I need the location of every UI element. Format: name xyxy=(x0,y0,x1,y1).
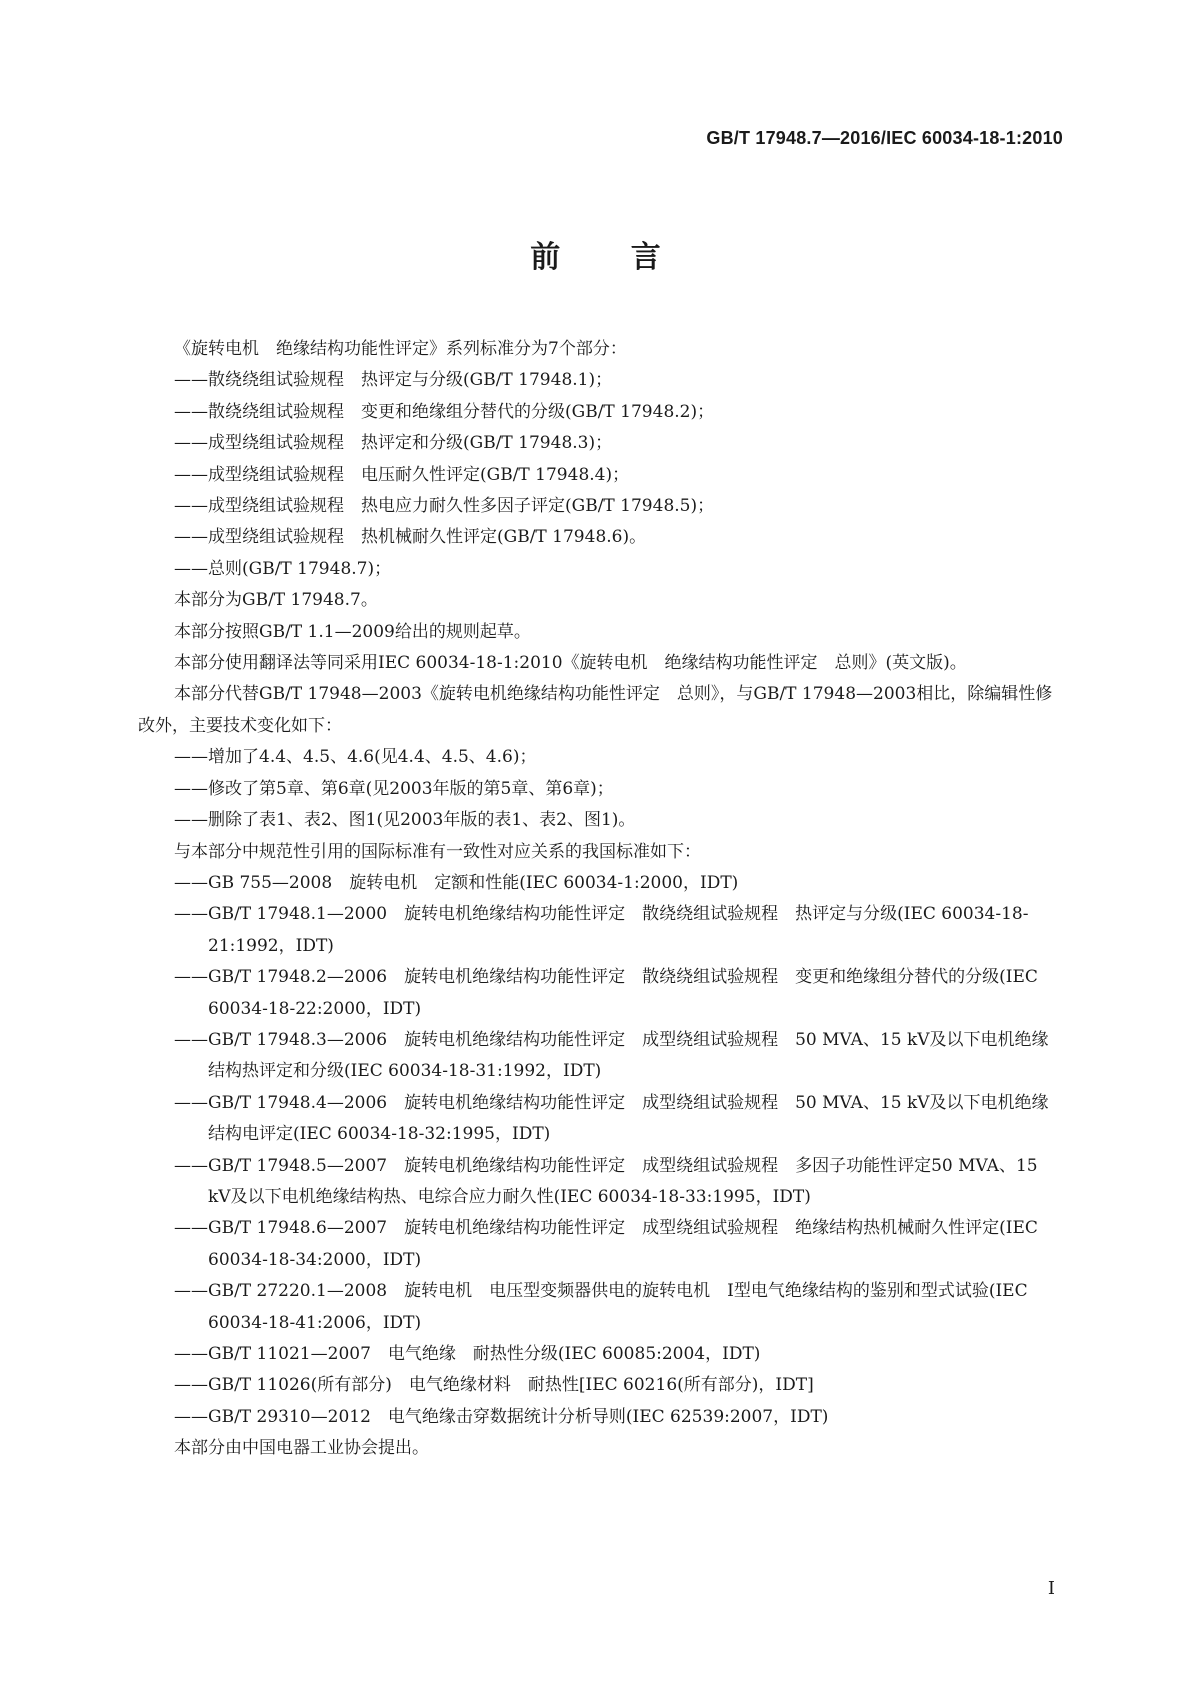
rules-paragraph: 本部分按照GB/T 1.1—2009给出的规则起草。 xyxy=(174,621,531,642)
list-dash: —— xyxy=(174,1375,208,1396)
intro-paragraph: 《旋转电机 绝缘结构功能性评定》系列标准分为7个部分： xyxy=(174,339,627,359)
reference-text: GB/T 17948.2—2006 旋转电机绝缘结构功能性评定 散绕绕组试验规程 变更和绝缘组分替代的分级(IEC 60034-18-22:2000，IDT) xyxy=(208,967,1038,1019)
reference-list-item xyxy=(138,1151,1056,1214)
foreword-body xyxy=(138,334,1056,1465)
change-list-item: ——增加了4.4、4.5、4.6(见4.4、4.5、4.6)； xyxy=(174,747,537,768)
reference-list-item xyxy=(138,1402,1056,1433)
part-list-item: ——成型绕组试验规程 热评定和分级(GB/T 17948.3)； xyxy=(174,433,613,454)
part-list-item: ——成型绕组试验规程 热电应力耐久性多因子评定(GB/T 17948.5)； xyxy=(174,496,715,517)
reference-list-item xyxy=(138,1339,1056,1370)
list-dash: —— xyxy=(174,967,208,988)
reference-text: GB/T 17948.4—2006 旋转电机绝缘结构功能性评定 成型绕组试验规程 50 MVA、15 kV及以下电机绝缘结构电评定(IEC 60034-18-32:1995，IDT) xyxy=(208,1092,1049,1145)
reference-text: GB/T 11021—2007 电气绝缘 耐热性分级(IEC 60085:2004，IDT) xyxy=(208,1344,761,1364)
change-list-item: ——修改了第5章、第6章(见2003年版的第5章、第6章)； xyxy=(174,778,614,799)
page-number: Ⅰ xyxy=(1047,1578,1055,1599)
reference-text: GB/T 29310—2012 电气绝缘击穿数据统计分析导则(IEC 62539:2007，IDT) xyxy=(208,1406,829,1427)
reference-text: GB/T 17948.1—2000 旋转电机绝缘结构功能性评定 散绕绕组试验规程 热评定与分级(IEC 60034-18-21:1992，IDT) xyxy=(208,904,1029,956)
part-list-item: ——成型绕组试验规程 电压耐久性评定(GB/T 17948.4)； xyxy=(174,464,630,485)
replacement-paragraph: 本部分代替GB/T 17948—2003《旋转电机绝缘结构功能性评定 总则》，与GB/T 17948—2003相比，除编辑性修改外，主要技术变化如下： xyxy=(138,684,1053,736)
change-list-item: ——删除了表1、表2、图1(见2003年版的表1、表2、图1)。 xyxy=(174,810,636,831)
list-dash: —— xyxy=(174,1029,208,1050)
part-list-item: ——散绕绕组试验规程 变更和绝缘组分替代的分级(GB/T 17948.2)； xyxy=(174,401,715,422)
list-dash: —— xyxy=(174,1344,208,1364)
translation-paragraph: 本部分使用翻译法等同采用IEC 60034-18-1:2010《旋转电机 绝缘结构功能性评定 总则》(英文版)。 xyxy=(174,653,967,674)
list-dash: —— xyxy=(174,1218,208,1239)
reference-text: GB/T 17948.3—2006 旋转电机绝缘结构功能性评定 成型绕组试验规程 50 MVA、15 kV及以下电机绝缘结构热评定和分级(IEC 60034-18-31:1992，IDT) xyxy=(208,1029,1049,1082)
part-list-item: ——散绕绕组试验规程 热评定与分级(GB/T 17948.1)； xyxy=(174,370,613,391)
reference-text: GB/T 11026(所有部分) 电气绝缘材料 耐热性[IEC 60216(所有部分)，IDT] xyxy=(208,1375,814,1396)
standard-number-header: GB/T 17948.7—2016/IEC 60034-18-1:2010 xyxy=(706,128,1063,148)
part-list-item: ——总则(GB/T 17948.7)； xyxy=(174,558,392,579)
reference-list-item xyxy=(138,1025,1056,1088)
list-dash: —— xyxy=(174,904,208,925)
part-list-item: ——成型绕组试验规程 热机械耐久性评定(GB/T 17948.6)。 xyxy=(174,527,647,548)
reference-list-item xyxy=(138,1370,1056,1401)
reference-text: GB 755—2008 旋转电机 定额和性能(IEC 60034-1:2000，IDT) xyxy=(208,872,739,893)
reference-text: GB/T 27220.1—2008 旋转电机 电压型变频器供电的旋转电机 Ⅰ型电气绝缘结构的鉴别和型式试验(IEC 60034-18-41:2006，IDT) xyxy=(208,1281,1028,1333)
reference-text: GB/T 17948.5—2007 旋转电机绝缘结构功能性评定 成型绕组试验规程 多因子功能性评定50 MVA、15 kV及以下电机绝缘结构热、电综合应力耐久性(IEC 60034-18-33:1995，IDT) xyxy=(208,1155,1038,1207)
reference-list-item xyxy=(138,1088,1056,1151)
proposer-paragraph: 本部分由中国电器工业协会提出。 xyxy=(174,1438,429,1459)
list-dash: —— xyxy=(174,1155,208,1176)
reference-list-item xyxy=(138,868,1056,899)
references-intro-paragraph: 与本部分中规范性引用的国际标准有一致性对应关系的我国标准如下： xyxy=(174,841,701,862)
reference-list-item xyxy=(138,1213,1056,1276)
list-dash: —— xyxy=(174,872,208,893)
list-dash: —— xyxy=(174,1281,208,1302)
part-paragraph: 本部分为GB/T 17948.7。 xyxy=(174,590,378,611)
list-dash: —— xyxy=(174,1406,208,1427)
reference-list-item xyxy=(138,899,1056,962)
reference-text: GB/T 17948.6—2007 旋转电机绝缘结构功能性评定 成型绕组试验规程 绝缘结构热机械耐久性评定(IEC 60034-18-34:2000，IDT) xyxy=(208,1218,1038,1270)
list-dash: —— xyxy=(174,1092,208,1113)
page-title: 前 言 xyxy=(530,240,691,275)
reference-list-item xyxy=(138,1276,1056,1339)
reference-list-item xyxy=(138,962,1056,1025)
